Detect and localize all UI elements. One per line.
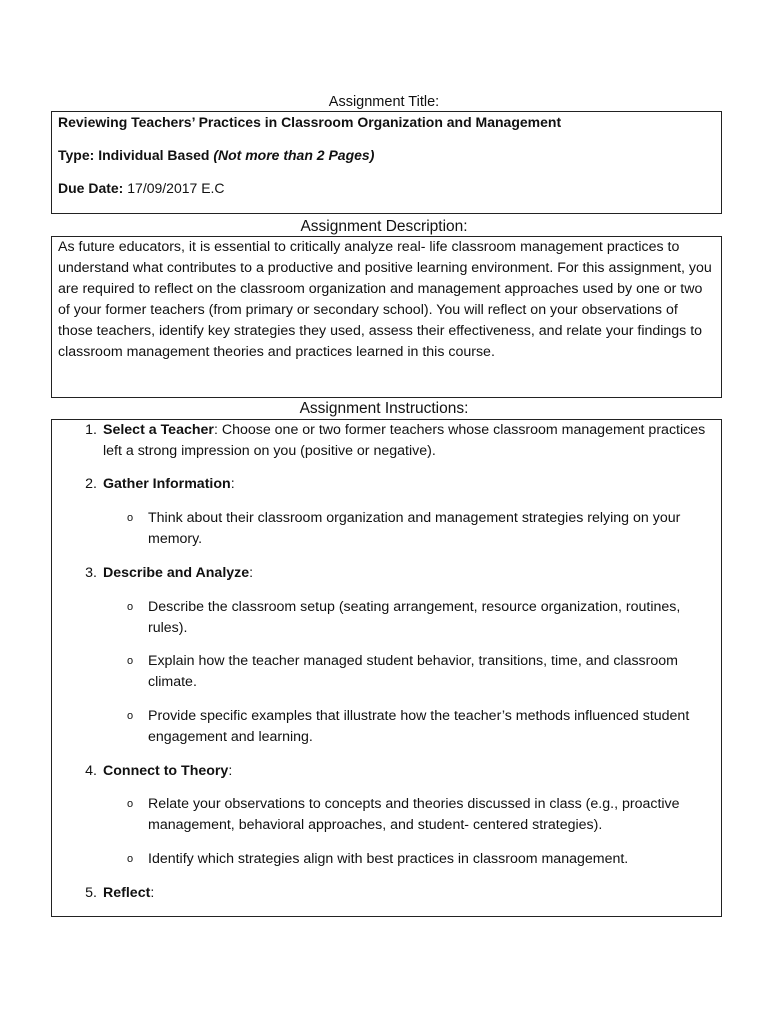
type-note: (Not more than 2 Pages) <box>213 147 375 163</box>
item-text <box>103 420 723 462</box>
assignment-title: Reviewing Teachers’ Practices in Classroom Organization and Management <box>58 114 562 130</box>
instructions-box <box>51 419 722 917</box>
item-number: 5. <box>85 885 97 901</box>
item-title: Gather Information <box>103 476 231 492</box>
subitem-text: Explain how the teacher managed student behavior, transitions, time, and classroom climate. <box>148 653 678 690</box>
due-date <box>58 180 715 197</box>
instruction-item <box>52 420 723 462</box>
description-text: As future educators, it is essential to critically analyze real- life classroom management practices to understand what contributes to a productive and positive learning environment. For this assignment, you are required to reflect on the classroom organization and management approaches used by one or two of your former teachers (from primary or secondary school). You will reflect on your observations of those teachers, identify key strategies they used, assess their effectiveness, and relate your findings to classroom management theories and practices learned in this course. <box>58 239 712 360</box>
item-number: 4. <box>85 763 97 779</box>
subitem-text: Identify which strategies align with best practices in classroom management. <box>148 851 629 867</box>
instructions-heading: Assignment Instructions: <box>299 400 469 417</box>
description-heading: Assignment Description: <box>300 218 468 235</box>
item-body: : <box>230 476 235 492</box>
item-text <box>103 883 723 904</box>
item-body: : <box>150 885 155 901</box>
assignment-info-box <box>51 111 722 214</box>
bullet: o <box>127 655 134 667</box>
item-number: 3. <box>85 565 97 581</box>
subitem-text: Provide specific examples that illustrate how the teacher’s methods influenced student engagement and learning. <box>148 708 690 745</box>
due-date-value: 17/09/2017 E.C <box>123 180 225 196</box>
assignment-title-heading: Assignment Title: <box>328 94 440 110</box>
item-title: Connect to Theory <box>103 763 229 779</box>
subitem-text: Think about their classroom organization and management strategies relying on your memory. <box>148 510 681 547</box>
bullet: o <box>127 710 134 722</box>
subitem-text: Relate your observations to concepts and theories discussed in class (e.g., proactive management, behavioral approaches, and student- centered strategies). <box>148 796 680 833</box>
item-number: 2. <box>85 476 97 492</box>
type-label: Type: Individual Based <box>58 147 214 163</box>
item-text <box>103 563 723 584</box>
description-box <box>51 236 722 398</box>
item-body: : Choose one or two former teachers whose classroom management practices left a strong impression on you (positive or negative). <box>103 422 706 459</box>
item-number: 1. <box>85 422 97 438</box>
due-date-label: Due Date: <box>58 180 124 196</box>
bullet: o <box>127 798 134 810</box>
instruction-item <box>52 474 723 495</box>
assignment-type <box>58 147 715 164</box>
instruction-item <box>52 883 723 904</box>
instruction-item <box>52 761 723 782</box>
item-text <box>103 474 723 495</box>
bullet: o <box>127 601 134 613</box>
item-body: : <box>228 763 233 779</box>
instruction-item <box>52 563 723 584</box>
item-text <box>103 761 723 782</box>
subitem-text: Describe the classroom setup (seating arrangement, resource organization, routines, rules). <box>148 599 681 636</box>
item-title: Describe and Analyze <box>103 565 250 581</box>
item-body: : <box>249 565 254 581</box>
bullet: o <box>127 512 134 524</box>
item-title: Select a Teacher <box>103 422 214 438</box>
bullet: o <box>127 853 134 865</box>
item-title: Reflect <box>103 885 151 901</box>
